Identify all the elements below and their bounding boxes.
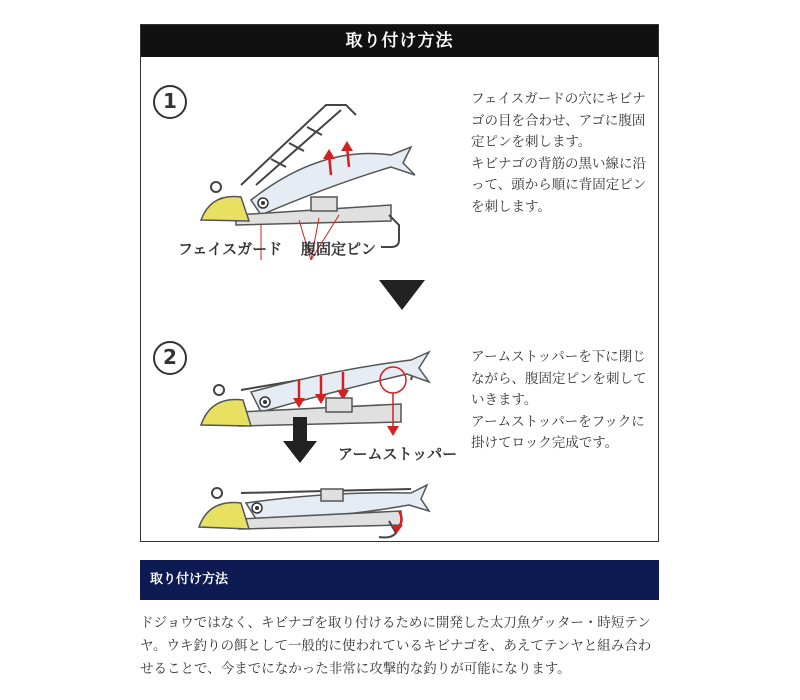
step-2-description: アームストッパーを下に閉じながら、腹固定ピンを刺していきます。 アームストッパーをフックに掛けてロック完成です。	[471, 349, 647, 451]
step-1-number: 1	[153, 85, 187, 119]
panel-title: 取り付け方法	[141, 25, 658, 57]
step-1-illustration	[171, 75, 431, 255]
step-2-number: 2	[153, 341, 187, 375]
label-arm-stopper: アームストッパー	[338, 445, 458, 463]
instruction-panel	[140, 24, 659, 542]
step-1-description: フェイスガードの穴にキビナゴの目を合わせ、アゴに腹固定ピンを刺します。 キビナゴの背筋の黒い線に沿って、頭から順に背固定ピンを刺します。	[471, 91, 647, 215]
next-step-arrow-icon	[379, 280, 425, 310]
section-header: 取り付け方法	[140, 560, 659, 600]
section-body-text: ドジョウではなく、キビナゴを取り付けるために開発した太刀魚ゲッター・時短テンヤ。ウキ釣りの餌として一般的に使われているキビナゴを、あえてテンヤと組み合わせることで、今までになかった非常に攻撃的な釣りが可能になります。	[140, 615, 652, 677]
label-belly-pin: 腹固定ピン	[301, 240, 377, 258]
step-2-locked-illustration	[171, 463, 441, 538]
down-arrow-icon	[283, 417, 317, 463]
label-face-guard: フェイスガード	[178, 240, 283, 258]
